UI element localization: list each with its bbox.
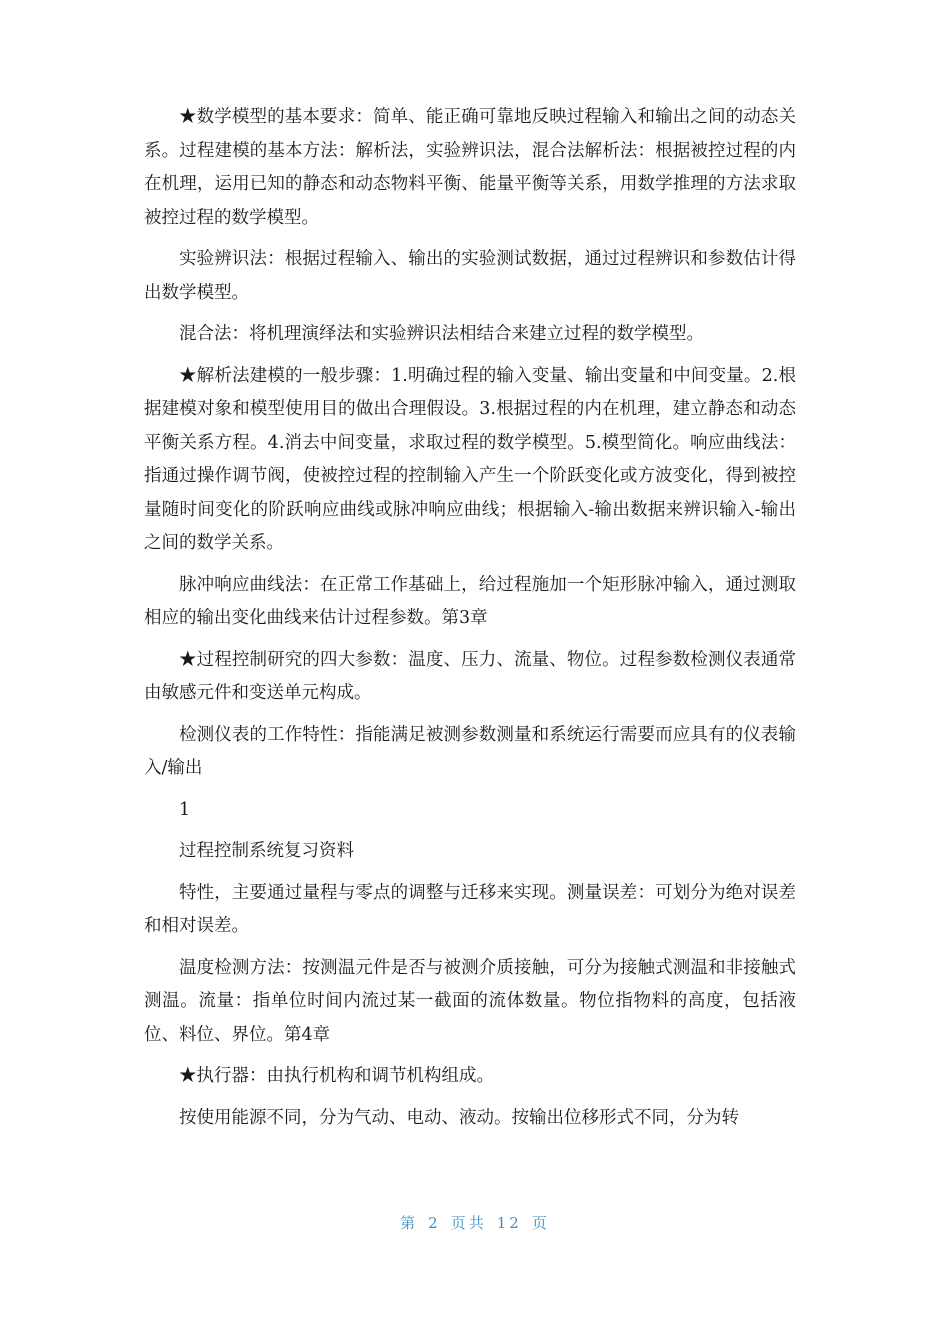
paragraph-model-requirements: ★数学模型的基本要求：简单、能正确可靠地反映过程输入和输出之间的动态关系。过程建模的基本方法：解析法，实验辨识法，混合法解析法：根据被控过程的内在机理，运用已知的静态和动态物料平衡、能量平衡等关系，用数学推理的方法求取被控过程的数学模型。 — [144, 107, 796, 228]
paragraph-four-parameters: ★过程控制研究的四大参数：温度、压力、流量、物位。过程参数检测仪表通常由敏感元件和变送单元构成。 — [144, 649, 796, 703]
footer-suffix: 页 — [531, 1214, 550, 1232]
embedded-page-number: 1 — [179, 799, 191, 820]
paragraph-hybrid-method: 混合法：将机理演绎法和实验辨识法相结合来建立过程的数学模型。 — [179, 324, 704, 344]
footer-prefix: 第 — [400, 1214, 419, 1232]
paragraph-experimental-identification: 实验辨识法：根据过程输入、输出的实验测试数据，通过过程辨识和参数估计得出数学模型。 — [144, 249, 796, 303]
paragraph-measurement-error: 特性，主要通过量程与零点的调整与迁移来实现。测量误差：可划分为绝对误差和相对误差。 — [144, 882, 796, 936]
page-footer — [0, 1212, 950, 1233]
embedded-running-title: 过程控制系统复习资料 — [179, 841, 354, 861]
paragraph-impulse-response: 脉冲响应曲线法：在正常工作基础上，给过程施加一个矩形脉冲输入，通过测取相应的输出变化曲线来估计过程参数。第3章 — [144, 574, 796, 628]
paragraph-instrument-characteristics: 检测仪表的工作特性：指能满足被测参数测量和系统运行需要而应具有的仪表输入/输出 — [144, 724, 796, 778]
document-body — [144, 101, 796, 1143]
paragraph-analytic-modeling-steps: ★解析法建模的一般步骤：1.明确过程的输入变量、输出变量和中间变量。2.根据建模对象和模型使用目的做出合理假设。3.根据过程的内在机理，建立静态和动态平衡关系方程。4.消去中间变量，求取过程的数学模型。5.模型简化。响应曲线法：指通过操作调节阀，使被控过程的控制输入产生一个阶跃变化或方波变化，得到被控量随时间变化的阶跃响应曲线或脉冲响应曲线；根据输入-输出数据来辨识输入-输出之间的数学关系。 — [144, 365, 796, 553]
paragraph-energy-source: 按使用能源不同，分为气动、电动、液动。按输出位移形式不同，分为转 — [179, 1107, 739, 1128]
paragraph-temperature-detection: 温度检测方法：按测温元件是否与被测介质接触，可分为接触式测温和非接触式测温。流量：指单位时间内流过某一截面的流体数量。物位指物料的高度，包括液位、料位、界位。第4章 — [144, 957, 796, 1045]
footer-middle: 页共 — [450, 1214, 487, 1232]
footer-page-number: 2 — [428, 1214, 441, 1232]
paragraph-actuator: ★执行器：由执行机构和调节机构组成。 — [179, 1066, 494, 1086]
footer-total-pages: 12 — [496, 1214, 522, 1232]
